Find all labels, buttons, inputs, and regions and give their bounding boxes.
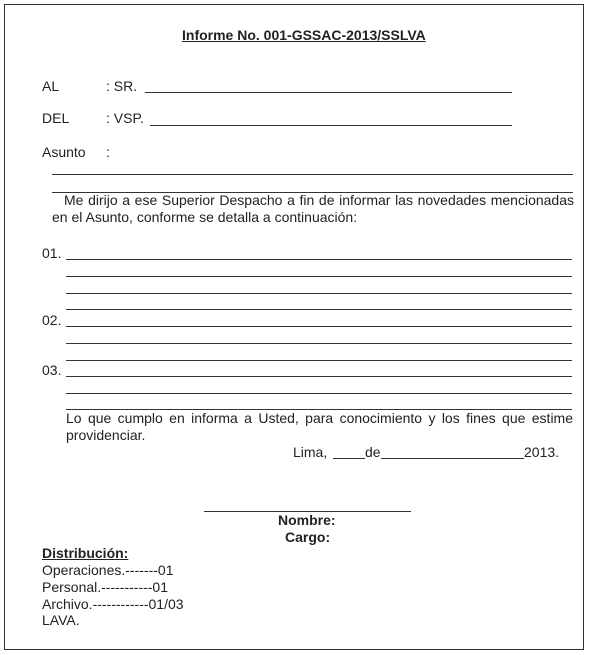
distribution-entry: LAVA. xyxy=(42,612,80,628)
closing-paragraph: Lo que cumplo en informa a Usted, para conocimiento y los fines que estime providenciar. xyxy=(66,410,573,443)
del-fill-line xyxy=(150,125,512,126)
item-03-line xyxy=(66,393,572,394)
signature-name-label: Nombre: xyxy=(278,512,336,528)
document-title: Informe No. 001-GSSAC-2013/SSLVA xyxy=(182,27,426,43)
item-02-line xyxy=(66,360,572,361)
date-year: 2013. xyxy=(524,444,560,460)
item-01-line xyxy=(66,259,572,260)
item-02-line xyxy=(66,343,572,344)
distribution-entry: Archivo.------------01/03 xyxy=(42,596,184,612)
item-01-line xyxy=(66,309,572,310)
signature-cargo-label: Cargo: xyxy=(285,529,331,545)
asunto-line-1 xyxy=(52,174,573,175)
date-city: Lima, xyxy=(293,444,328,460)
asunto-colon: : xyxy=(106,144,110,160)
del-label: DEL xyxy=(42,110,70,126)
item-01-line xyxy=(66,293,572,294)
date-day-line xyxy=(333,458,365,459)
item-01-number: 01. xyxy=(42,245,62,261)
item-03-number: 03. xyxy=(42,362,62,378)
distribution-entry: Operaciones.-------01 xyxy=(42,562,174,578)
item-02-line xyxy=(66,326,572,327)
al-value: : SR. xyxy=(106,78,138,94)
distribution-entry: Personal.-----------01 xyxy=(42,579,168,595)
item-01-line xyxy=(66,276,572,277)
asunto-label: Asunto xyxy=(42,144,86,160)
date-de: de xyxy=(365,444,381,460)
al-label: AL xyxy=(42,78,60,94)
item-02-number: 02. xyxy=(42,312,62,328)
intro-paragraph: Me dirijo a ese Superior Despacho a fin de informar las novedades mencionadas en el Asunto, conforme se detalla a continuación: xyxy=(52,192,574,225)
item-03-line xyxy=(66,376,572,377)
del-value: : VSP. xyxy=(106,110,144,126)
date-month-line xyxy=(381,458,524,459)
al-fill-line xyxy=(145,92,512,93)
distribution-heading: Distribución: xyxy=(42,545,129,561)
